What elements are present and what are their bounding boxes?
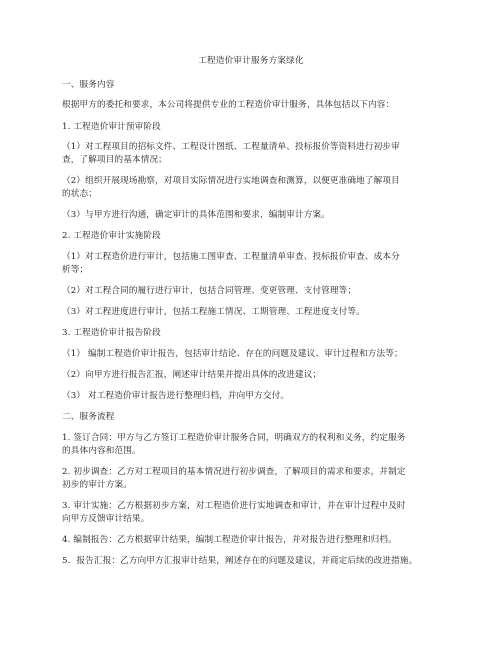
process-step-5: 5．报告汇报：乙方向甲方汇报审计结果，阐述存在的问题及建议，并商定后续的改进措施。	[62, 556, 418, 566]
list-item-report-3: （3） 对工程造价审计报告进行整理归档，并向甲方交付。	[62, 391, 290, 401]
process-step-2: 2. 初步调查：乙方对工程项目的基本情况进行初步调查，了解项目的需求和要求，并制定	[62, 467, 406, 477]
list-item-implementation-1-cont: 析等；	[62, 265, 89, 275]
process-step-3-cont: 向甲方反馈审计结果。	[62, 514, 150, 524]
process-step-1-cont: 的具体内容和范围。	[62, 446, 141, 456]
process-step-1: 1. 签订合同：甲方与乙方签订工程造价审计服务合同，明确双方的权利和义务，约定服务	[62, 433, 406, 443]
list-item-report-2: （2）向甲方进行报告汇报，阐述审计结果并提出具体的改进建议；	[62, 370, 322, 380]
list-item-implementation-1: （1）对工程造价进行审计，包括施工图审查、工程量清单审查、投标报价审查、成本分	[62, 252, 400, 262]
subsection-heading-report: 3. 工程造价审计报告阶段	[62, 328, 161, 338]
list-item-pre-audit-3: （3）与甲方进行沟通，确定审计的具体范围和要求，编制审计方案。	[62, 210, 330, 220]
list-item-pre-audit-1-cont: 查，了解项目的基本情况；	[62, 155, 167, 165]
list-item-report-1: （1） 编制工程造价审计报告，包括审计结论、存在的问题及建议、审计过程和方法等；	[62, 349, 403, 359]
list-item-pre-audit-2: （2）组织开展现场勘察，对项目实际情况进行实地调查和测算，以便更准确地了解项目	[62, 176, 400, 186]
process-step-2-cont: 初步的审计方案。	[62, 480, 132, 490]
list-item-implementation-2: （2）对工程合同的履行进行审计，包括合同管理、变更管理、支付管理等；	[62, 286, 357, 296]
list-item-pre-audit-2-cont: 的状态；	[62, 189, 97, 199]
subsection-heading-implementation: 2. 工程造价审计实施阶段	[62, 231, 161, 241]
list-item-pre-audit-1: （1）对工程项目的招标文件、工程设计图纸、工程量清单、投标报价等资料进行初步审	[62, 142, 400, 152]
list-item-implementation-3: （3）对工程进度进行审计，包括工程施工情况、工期管理、工程进度支付等。	[62, 307, 365, 317]
document-title: 工程造价审计服务方案绿化	[198, 56, 304, 66]
process-step-4: 4. 编制报告：乙方根据审计结果，编制工程造价审计报告，并对报告进行整理和归档。	[62, 535, 397, 545]
section-heading-service-content: 一、服务内容	[62, 80, 115, 90]
section-heading-service-process: 二、服务流程	[62, 412, 115, 422]
subsection-heading-pre-audit: 1. 工程造价审计预审阶段	[62, 122, 161, 132]
intro-paragraph: 根据甲方的委托和要求，本公司将提供专业的工程造价审计服务，具体包括以下内容：	[62, 100, 395, 110]
process-step-3: 3. 审计实施：乙方根据初步方案，对工程造价进行实地调查和审计，并在审计过程中及时	[62, 501, 406, 511]
